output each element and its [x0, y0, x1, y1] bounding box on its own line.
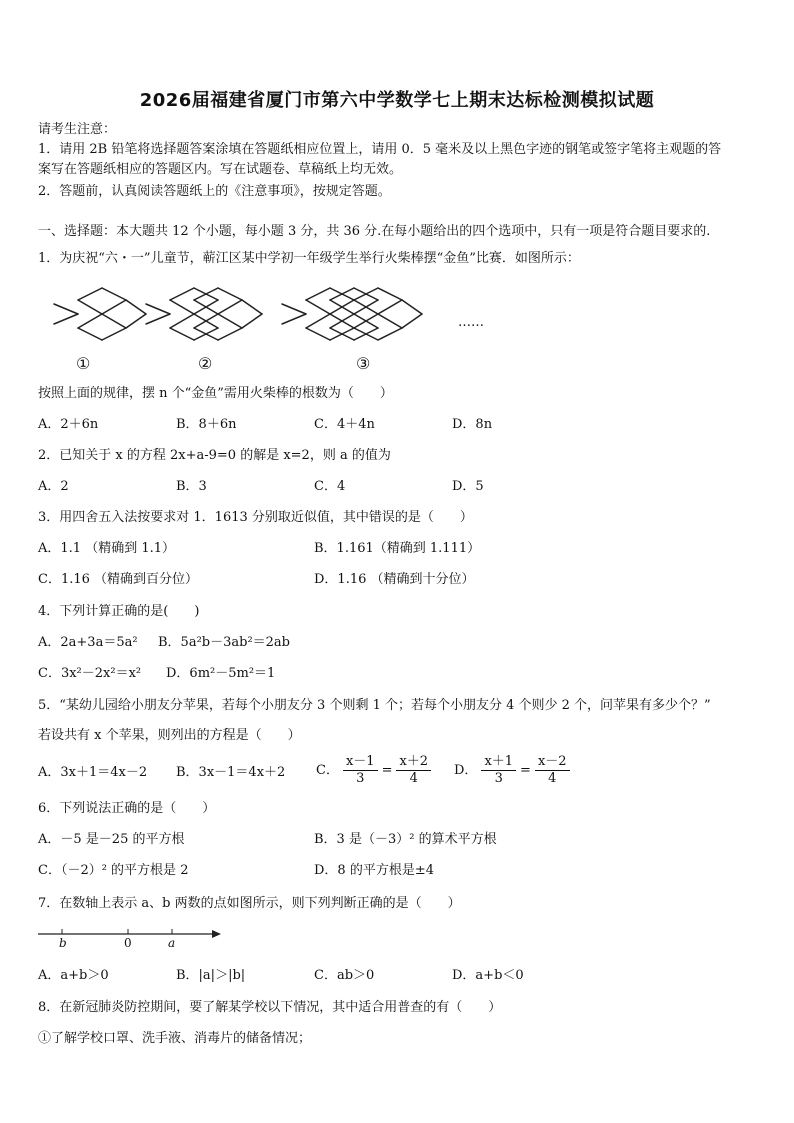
q5-d-numerator-2: x－2 [535, 754, 570, 771]
question-6-stem: 6．下列说法正确的是（ ） [38, 801, 216, 816]
question-1-ask: 按照上面的规律，摆 n 个“金鱼”需用火柴棒的根数为（ ） [38, 386, 393, 401]
notice-heading: 请考生注意： [38, 122, 117, 137]
section-heading: 一、选择题：本大题共 12 个小题，每小题 3 分，共 36 分.在每小题给出的四个选项中，只有一项是符合题目要求的. [38, 224, 711, 239]
question-7-stem: 7．在数轴上表示 a、b 两数的点如图所示，则下列判断正确的是（ ） [38, 896, 461, 911]
question-3-stem: 3．用四舍五入法按要求对 1．1613 分别取近似值，其中错误的是（ ） [38, 510, 473, 525]
q3-option-d: D．1.16 （精确到十分位） [314, 572, 475, 587]
q5-c-equals: = [381, 762, 393, 778]
q4-option-a: A．2a+3a＝5a² [38, 635, 138, 650]
q6-option-a: A．－5 是－25 的平方根 [38, 832, 185, 847]
question-8-stem: 8．在新冠肺炎防控期间，要了解某学校以下情况，其中适合用普查的有（ ） [38, 1000, 502, 1015]
q1-option-b: B．8＋6n [176, 417, 237, 432]
q5-option-c-label: C． [316, 762, 339, 778]
q2-option-a: A．2 [38, 479, 69, 494]
page-title: 2026届福建省厦门市第六中学数学七上期末达标检测模拟试题 [139, 90, 655, 111]
question-4-stem: 4．下列计算正确的是( ) [38, 604, 200, 619]
q6-option-c: C．（－2）² 的平方根是 2 [38, 863, 189, 878]
notice-item-2: 2．答题前，认真阅读答题纸上的《注意事项》，按规定答题。 [38, 184, 391, 199]
q5-d-equals: = [520, 762, 531, 778]
q5-c-numerator-1: x－1 [343, 754, 378, 771]
q5-option-a: A．3x＋1＝4x－2 [38, 765, 148, 780]
question-8-item-1: ①了解学校口罩、洗手液、消毒片的储备情况； [38, 1031, 312, 1046]
question-5-stem-cont: 若设共有 x 个苹果，则列出的方程是（ ） [38, 728, 301, 743]
q4-option-d: D．6m²－5m²＝1 [166, 666, 276, 681]
q2-option-b: B．3 [176, 479, 207, 494]
notice-item-1-cont: 案写在答题纸相应的答题区内。写在试题卷、草稿纸上均无效。 [38, 162, 403, 177]
q1-option-a: A．2＋6n [38, 417, 99, 432]
axis-label-zero: 0 [124, 936, 132, 950]
q5-c-denominator-1: 3 [356, 771, 365, 786]
q5-d-numerator-1: x＋1 [481, 754, 516, 771]
q5-option-d-label: D． [454, 762, 478, 778]
q5-d-denominator-1: 3 [494, 771, 503, 786]
q3-option-b: B．1.161（精确到 1.111） [314, 541, 481, 556]
q6-option-b: B．3 是（－3）² 的算术平方根 [314, 832, 497, 847]
q3-option-a: A．1.1 （精确到 1.1） [38, 541, 176, 556]
axis-label-a: a [168, 936, 176, 950]
q5-c-numerator-2: x＋2 [396, 754, 431, 771]
q6-option-d: D．8 的平方根是±4 [314, 863, 434, 878]
axis-label-b: b [59, 936, 67, 950]
q2-option-d: D．5 [452, 479, 484, 494]
q1-option-d: D．8n [452, 417, 493, 432]
figure-label-2: ② [198, 354, 213, 373]
q3-option-c: C．1.16 （精确到百分位） [38, 572, 199, 587]
figure-ellipsis: …… [458, 315, 484, 330]
q5-d-denominator-2: 4 [548, 771, 557, 786]
q7-option-a: A．a+b＞0 [38, 968, 109, 983]
question-5-stem: 5．“某幼儿园给小朋友分苹果，若每个小朋友分 3 个则剩 1 个；若每个小朋友分 4 个则少 2 个，问苹果有多少个？” [38, 698, 711, 713]
q5-c-denominator-2: 4 [409, 771, 418, 786]
q1-option-c: C．4＋4n [314, 417, 375, 432]
figure-label-1: ① [76, 354, 91, 373]
q7-option-c: C．ab＞0 [314, 968, 375, 983]
q4-option-b: B．5a²b－3ab²＝2ab [158, 635, 291, 650]
q2-option-c: C．4 [314, 479, 346, 494]
question-1-stem: 1．为庆祝“六・一”儿童节，蕲江区某中学初一年级学生举行火柴棒摆“金鱼”比赛．如图所示： [38, 251, 580, 266]
q7-option-b: B．|a|＞|b| [176, 968, 246, 983]
q7-option-d: D．a+b＜0 [452, 968, 524, 983]
question-2-stem: 2．已知关于 x 的方程 2x+a-9=0 的解是 x=2，则 a 的值为 [38, 448, 391, 463]
q4-option-c: C．3x²－2x²＝x² [38, 666, 142, 681]
notice-item-1: 1．请用 2B 铅笔将选择题答案涂填在答题纸相应位置上，请用 0．5 毫米及以上黑色字迹的钢笔或签字笔将主观题的答 [38, 142, 722, 157]
q5-option-b: B．3x－1＝4x＋2 [176, 765, 286, 780]
figure-label-3: ③ [356, 354, 371, 373]
